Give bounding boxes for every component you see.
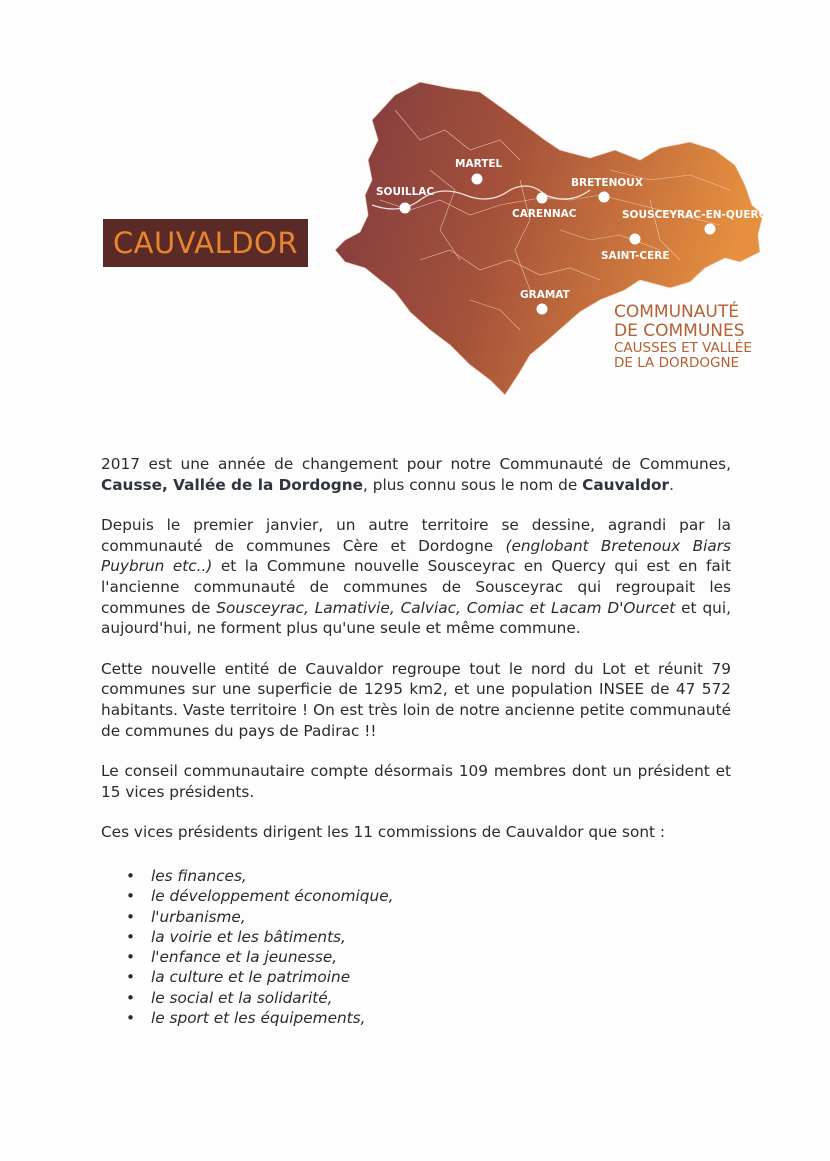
list-item: • le social et la solidarité, <box>151 988 731 1008</box>
paragraph-entity: Cette nouvelle entité de Cauvaldor regroupe tout le nord du Lot et réunit 79 communes sur une superficie de 1295 km2, et une population INSEE de 47 572 habitants. Vaste territoire ! On est très loin de notre ancienne petite communauté de communes du pays de Padirac !! <box>101 659 731 740</box>
list-item: • l'urbanisme, <box>151 907 731 927</box>
list-item: • les finances, <box>151 866 731 886</box>
town-label-gramat: GRAMAT <box>520 289 570 301</box>
paragraph-territory: Depuis le premier janvier, un autre territoire se dessine, agrandi par la communauté de communes Cère et Dordogne (englobant Bretenoux Biars Puybrun etc..) et la Commune nouvelle Sousceyrac en Quercy qui est en fait l'ancienne communauté de communes de Sousceyrac qui regroupait les communes de Sousceyrac, Lamativie, Calviac, Comiac et Lacam D'Ourcet et qui, aujourd'hui, ne forment plus qu'une seule et même commune. <box>101 516 731 638</box>
community-title-line4: DE LA DORDOGNE <box>614 355 740 372</box>
list-item: • le sport et les équipements, <box>151 1008 731 1028</box>
town-label-saint-cere: SAINT-CERE <box>601 250 670 262</box>
town-label-carennac: CARENNAC <box>512 208 577 220</box>
list-item: • l'enfance et la jeunesse, <box>151 947 731 967</box>
community-title-line1: COMMUNAUTÉ <box>614 302 739 322</box>
community-title-line3: CAUSSES ET VALLÉE <box>614 340 752 357</box>
cauvaldor-logo <box>103 219 308 267</box>
article-body <box>101 454 731 1028</box>
town-label-sousceyrac: SOUSCEYRAC-EN-QUERCY <box>622 209 774 221</box>
list-item: • la voirie et les bâtiments, <box>151 927 731 947</box>
commissions-list <box>101 866 731 1028</box>
list-item: • la culture et le patrimoine <box>151 967 731 987</box>
town-label-bretenoux: BRETENOUX <box>571 177 643 189</box>
logo-text: CAUVALDOR <box>112 226 299 260</box>
paragraph-council: Le conseil communautaire compte désormais 109 membres dont un président et 15 vices présidents. <box>101 762 731 801</box>
community-title-line2: DE COMMUNES <box>614 320 745 341</box>
list-item: • le développement économique, <box>151 886 731 906</box>
town-label-martel: MARTEL <box>455 158 503 170</box>
community-title <box>614 303 814 371</box>
town-label-souillac: SOUILLAC <box>376 186 435 198</box>
paragraph-intro: 2017 est une année de changement pour notre Communauté de Communes, Causse, Vallée de la Dordogne, plus connu sous le nom de Cauvaldor. <box>101 455 731 494</box>
paragraph-commissions-intro: Ces vices présidents dirigent les 11 commissions de Cauvaldor que sont : <box>101 823 666 842</box>
